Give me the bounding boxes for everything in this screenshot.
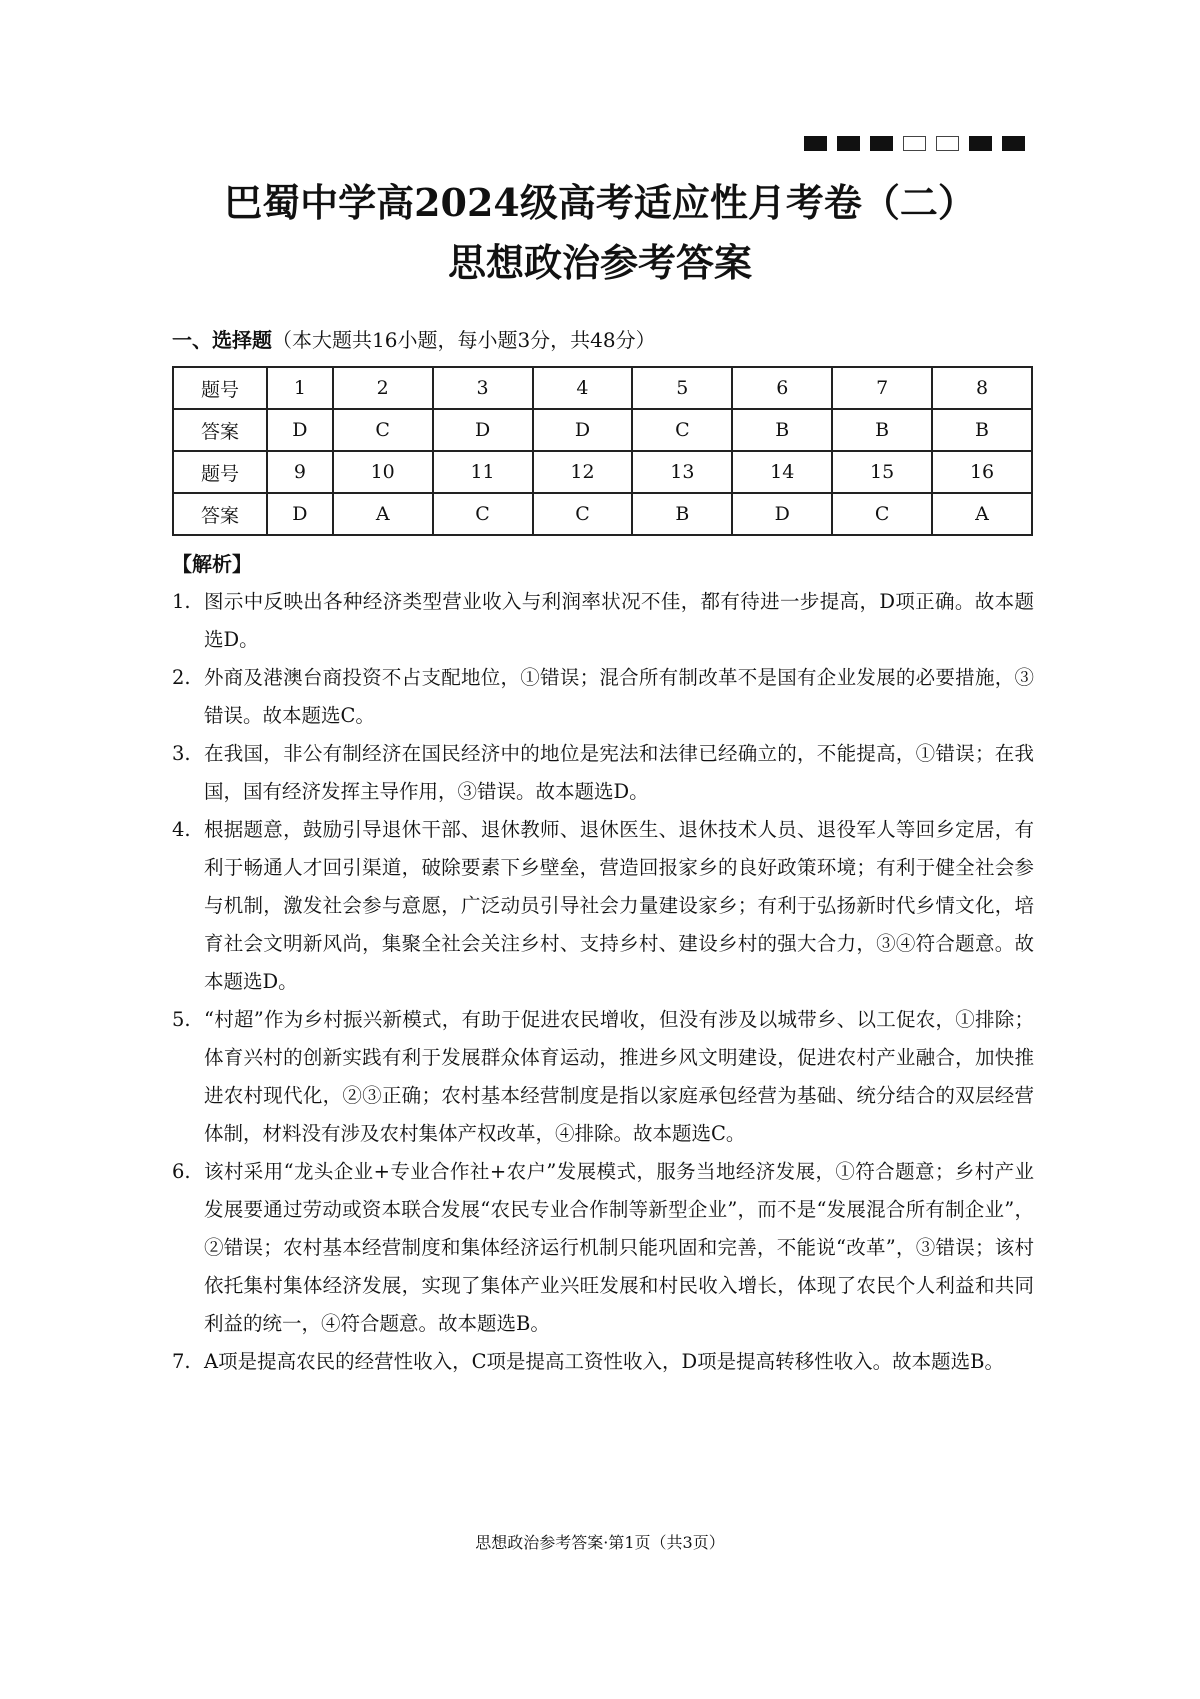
table-cell: D xyxy=(267,409,333,451)
table-cell: 8 xyxy=(932,367,1032,409)
table-cell: 4 xyxy=(533,367,633,409)
list-item xyxy=(172,583,1034,659)
marker-square xyxy=(936,136,959,151)
table-cell: 6 xyxy=(732,367,832,409)
table-cell: 10 xyxy=(333,451,433,493)
table-cell: D xyxy=(267,493,333,535)
page-footer: 思想政治参考答案·第1页（共3页） xyxy=(475,1533,725,1552)
table-row-label: 题号 xyxy=(173,367,267,409)
section-heading xyxy=(172,324,656,353)
item-number: 4. xyxy=(172,818,191,841)
table-cell: C xyxy=(533,493,633,535)
item-number: 7. xyxy=(172,1350,191,1373)
item-number: 1. xyxy=(172,590,191,613)
marker-square xyxy=(1002,136,1025,151)
table-cell: B xyxy=(932,409,1032,451)
list-item xyxy=(172,735,1034,811)
item-number: 3. xyxy=(172,742,191,765)
table-cell: 2 xyxy=(333,367,433,409)
table-cell: A xyxy=(333,493,433,535)
table-cell: 5 xyxy=(632,367,732,409)
answer-table xyxy=(172,366,1033,536)
analysis-heading: 【解析】 xyxy=(172,552,252,576)
table-cell: 3 xyxy=(433,367,533,409)
item-text: A项是提高农民的经营性收入，C项是提高工资性收入，D项是提高转移性收入。故本题选B。 xyxy=(204,1350,1004,1373)
table-cell: C xyxy=(333,409,433,451)
list-item xyxy=(172,659,1034,735)
table-cell: 7 xyxy=(832,367,932,409)
table-cell: 11 xyxy=(433,451,533,493)
section-heading-detail: （本大题共16小题，每小题3分，共48分） xyxy=(272,328,656,352)
marker-square xyxy=(870,136,893,151)
item-number: 2. xyxy=(172,666,191,689)
item-text: 根据题意，鼓励引导退休干部、退休教师、退休医生、退休技术人员、退役军人等回乡定居，有利于畅通人才回引渠道，破除要素下乡壁垒，营造回报家乡的良好政策环境；有利于健全社会参与机制，激发社会参与意愿，广泛动员引导社会力量建设家乡；有利于弘扬新时代乡情文化，培育社会文明新风尚，集聚全社会关注乡村、支持乡村、建设乡村的强大合力，③④符合题意。故本题选D。 xyxy=(204,818,1034,993)
table-cell: 12 xyxy=(533,451,633,493)
marker-square xyxy=(969,136,992,151)
marker-square xyxy=(837,136,860,151)
list-item xyxy=(172,1153,1034,1343)
table-cell: C xyxy=(632,409,732,451)
analysis-list xyxy=(172,583,1034,1381)
table-row xyxy=(173,367,1032,409)
header-marker-squares xyxy=(804,136,1025,151)
item-text: “村超”作为乡村振兴新模式，有助于促进农民增收，但没有涉及以城带乡、以工促农，①排除；体育兴村的创新实践有利于发展群众体育运动，推进乡风文明建设，促进农村产业融合，加快推进农村现代化，②③正确；农村基本经营制度是指以家庭承包经营为基础、统分结合的双层经营体制，材料没有涉及农村集体产权改革，④排除。故本题选C。 xyxy=(204,1008,1034,1145)
table-cell: D xyxy=(533,409,633,451)
item-number: 5. xyxy=(172,1008,191,1031)
marker-square xyxy=(804,136,827,151)
table-cell: 16 xyxy=(932,451,1032,493)
table-row xyxy=(173,451,1032,493)
table-cell: C xyxy=(832,493,932,535)
section-heading-label: 一、选择题 xyxy=(172,328,272,352)
item-text: 图示中反映出各种经济类型营业收入与利润率状况不佳，都有待进一步提高，D项正确。故本题选D。 xyxy=(204,590,1034,651)
table-cell: B xyxy=(732,409,832,451)
item-text: 外商及港澳台商投资不占支配地位，①错误；混合所有制改革不是国有企业发展的必要措施，③错误。故本题选C。 xyxy=(204,666,1034,727)
table-cell: D xyxy=(732,493,832,535)
list-item xyxy=(172,811,1034,1001)
item-text: 在我国，非公有制经济在国民经济中的地位是宪法和法律已经确立的，不能提高，①错误；在我国，国有经济发挥主导作用，③错误。故本题选D。 xyxy=(204,742,1034,803)
table-cell: D xyxy=(433,409,533,451)
table-cell: 9 xyxy=(267,451,333,493)
marker-square xyxy=(903,136,926,151)
table-cell: 15 xyxy=(832,451,932,493)
list-item xyxy=(172,1343,1034,1381)
table-row xyxy=(173,493,1032,535)
table-cell: A xyxy=(932,493,1032,535)
table-cell: 14 xyxy=(732,451,832,493)
table-row-label: 题号 xyxy=(173,451,267,493)
table-cell: B xyxy=(832,409,932,451)
table-cell: 1 xyxy=(267,367,333,409)
item-text: 该村采用“龙头企业+专业合作社+农户”发展模式，服务当地经济发展，①符合题意；乡村产业发展要通过劳动或资本联合发展“农民专业合作制等新型企业”，而不是“发展混合所有制企业”，②错误；农村基本经营制度和集体经济运行机制只能巩固和完善，不能说“改革”，③错误；该村依托集村集体经济发展，实现了集体产业兴旺发展和村民收入增长，体现了农民个人利益和共同利益的统一，④符合题意。故本题选B。 xyxy=(204,1160,1034,1335)
document-subtitle: 思想政治参考答案 xyxy=(447,240,752,285)
table-cell: C xyxy=(433,493,533,535)
item-number: 6. xyxy=(172,1160,191,1183)
table-cell: B xyxy=(632,493,732,535)
table-row-label: 答案 xyxy=(173,409,267,451)
table-row-label: 答案 xyxy=(173,493,267,535)
list-item xyxy=(172,1001,1034,1153)
table-cell: 13 xyxy=(632,451,732,493)
document-title: 巴蜀中学高2024级高考适应性月考卷（二） xyxy=(224,180,976,225)
table-row xyxy=(173,409,1032,451)
